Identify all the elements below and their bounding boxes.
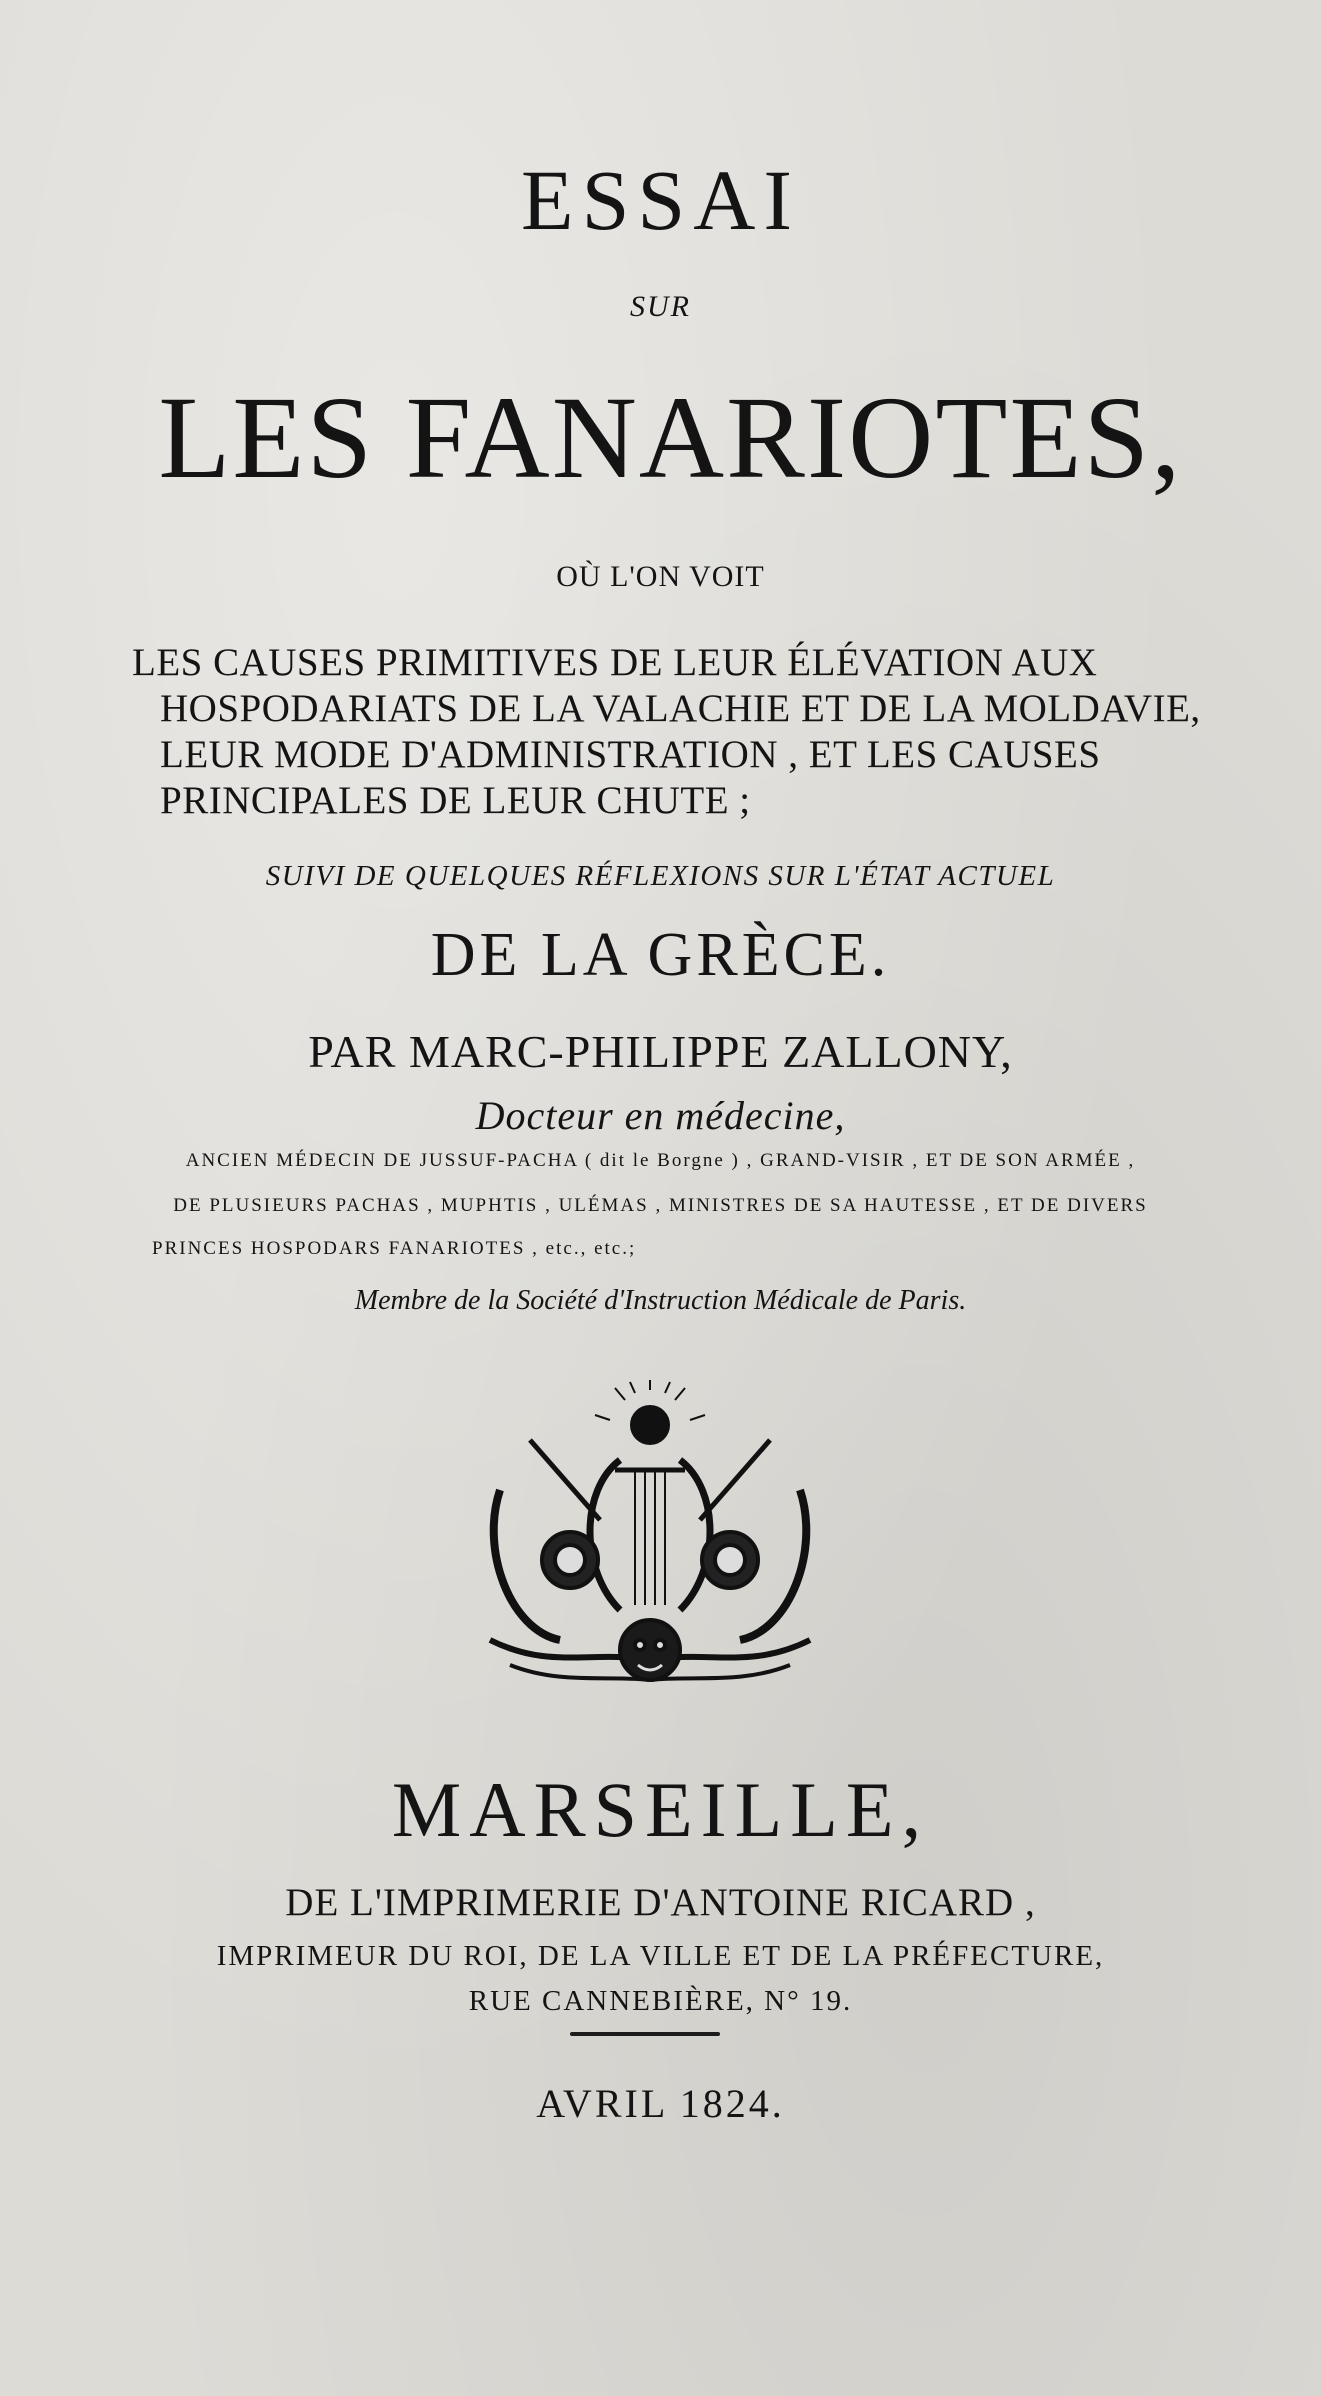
subtitle-line-2: HOSPODARIATS DE LA VALACHIE ET DE LA MOLDAVIE, bbox=[160, 687, 1201, 730]
subtitle-grece: DE LA GRÈCE. bbox=[430, 921, 891, 989]
credentials-line-2: DE PLUSIEURS PACHAS , MUPHTIS , ULÉMAS , MINISTRES DE SA HAUTESSE , ET DE DIVERS bbox=[173, 1195, 1148, 1216]
imprint-city: MARSEILLE, bbox=[391, 1766, 930, 1853]
credentials-line-3: PRINCES HOSPODARS FANARIOTES , etc., etc.; bbox=[152, 1238, 637, 1259]
subtitle-line-3: LEUR MODE D'ADMINISTRATION , ET LES CAUSES bbox=[160, 733, 1101, 776]
author-line bbox=[0, 1025, 1321, 1078]
lyre-ornament-icon bbox=[470, 1380, 830, 1720]
imprint-address: RUE CANNEBIÈRE, N° 19. bbox=[468, 1985, 853, 2017]
title-subject: LES FANARIOTES, bbox=[158, 372, 1183, 503]
credentials-line-1: ANCIEN MÉDECIN DE JUSSUF-PACHA ( dit le Borgne ) , GRAND-VISIR , ET DE SON ARMÉE , bbox=[185, 1150, 1136, 1171]
author-handwritten-note: Docteur en médecine, bbox=[475, 1093, 846, 1138]
subtitle-intro: OÙ L'ON VOIT bbox=[556, 560, 765, 593]
imprint-date: AVRIL 1824. bbox=[536, 2081, 785, 2126]
subtitle-line-1: LES CAUSES PRIMITIVES DE LEUR ÉLÉVATION AUX bbox=[132, 641, 1098, 684]
author-prefix: PAR MARC-PHILIPPE bbox=[308, 1026, 770, 1077]
imprint-role: IMPRIMEUR DU ROI, DE LA VILLE ET DE LA PRÉFECTURE, bbox=[216, 1940, 1105, 1972]
imprint-printer: DE L'IMPRIMERIE D'ANTOINE RICARD , bbox=[285, 1881, 1036, 1924]
author-name: ZALLONY, bbox=[782, 1026, 1013, 1077]
subtitle-suivi: SUIVI DE QUELQUES RÉFLEXIONS SUR L'ÉTAT ACTUEL bbox=[265, 860, 1056, 892]
subtitle-line-4: PRINCIPALES DE LEUR CHUTE ; bbox=[160, 779, 751, 822]
title-main: ESSAI bbox=[521, 152, 800, 248]
title-connector: SUR bbox=[630, 290, 691, 323]
author-membership: Membre de la Société d'Instruction Médicale de Paris. bbox=[354, 1285, 967, 1316]
imprint-divider bbox=[570, 2032, 720, 2036]
